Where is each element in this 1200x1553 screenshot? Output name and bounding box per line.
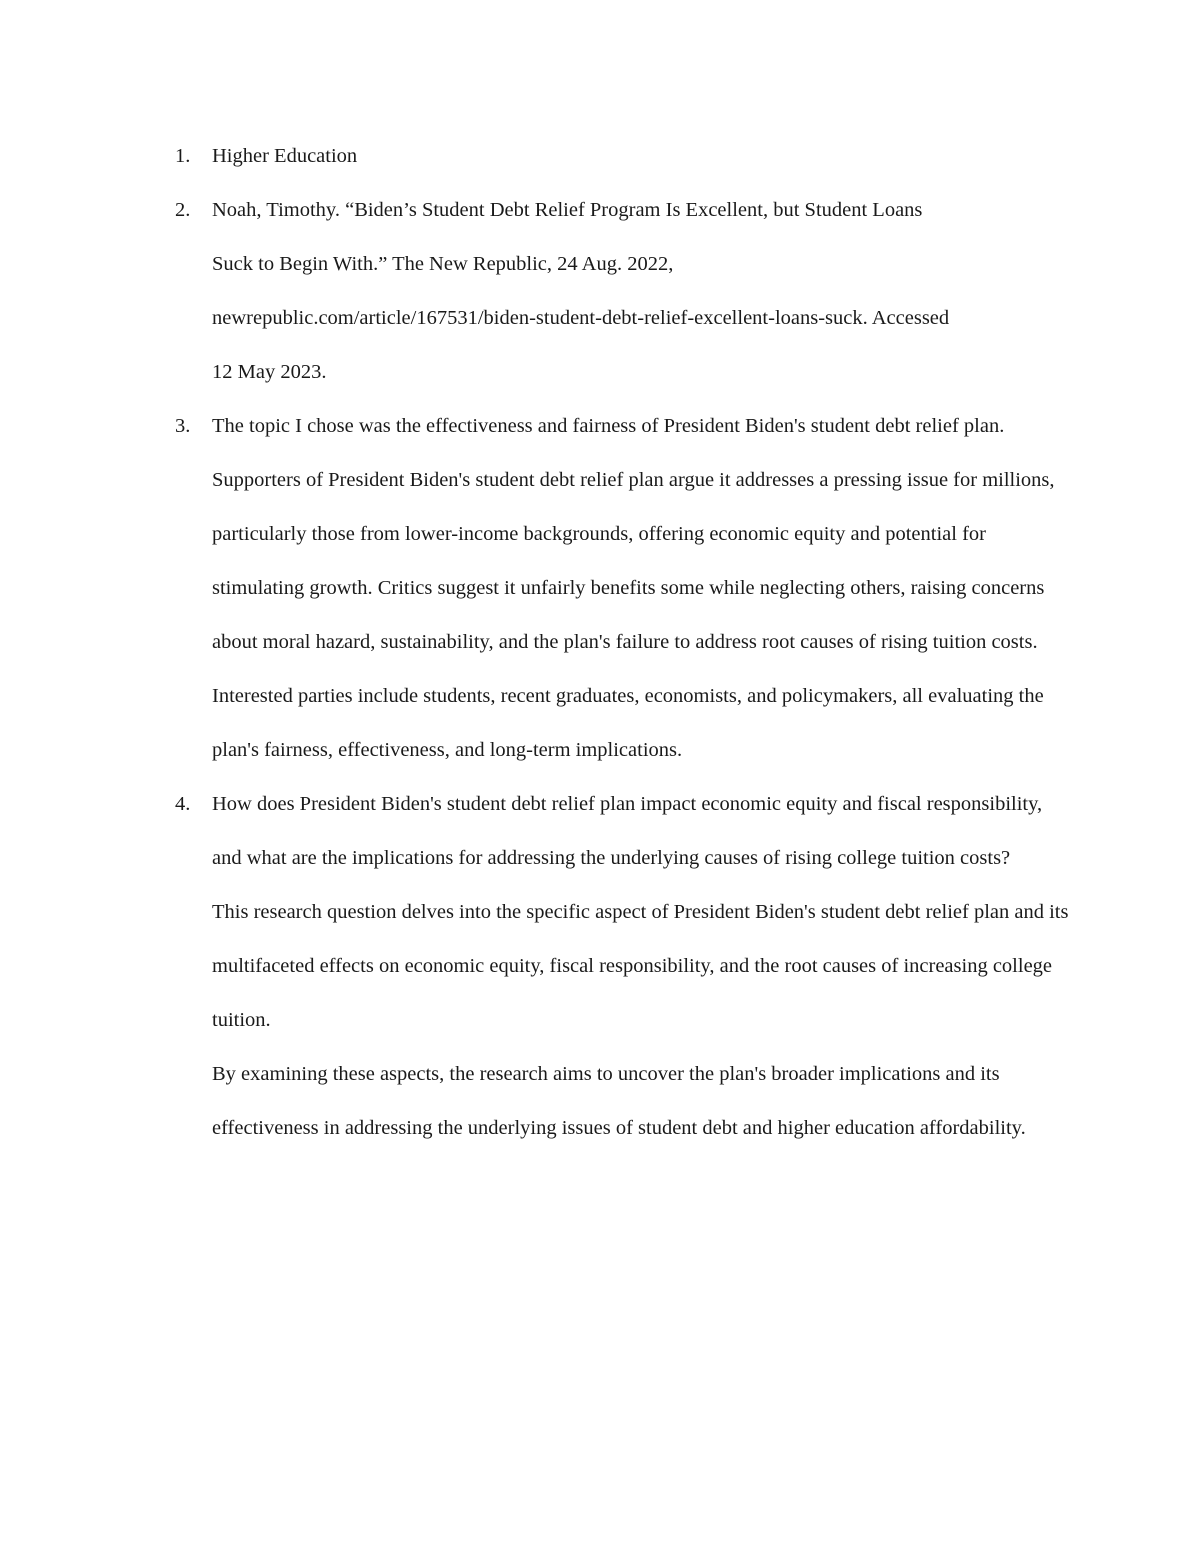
topic-summary: Supporters of President Biden's student debt relief plan argue it addresses a pressing issue for millions, particularly those from lower-income backgrounds, offering economic equity and potential for stimulating growth. Critics suggest it unfairly benefits some while neglecting others, raising concerns about moral hazard, sustainability, and the plan's failure to address root causes of rising tuition costs. Interested parties include students, recent graduates, economists, and policymakers, all evaluating the plan's fairness, effectiveness, and long-term implications. [212,469,1055,761]
research-aim: By examining these aspects, the research aims to uncover the plan's broader implications and its effectiveness in addressing the underlying issues of student debt and higher education affordability. [212,1063,1026,1139]
topic-heading: Higher Education [212,145,358,167]
citation-line: Suck to Begin With.” The New Republic, 24 Aug. 2022, [212,253,674,275]
citation [212,183,1075,399]
citation-line: 12 May 2023. [212,361,327,383]
list-item-3 [175,399,1075,777]
list-item-4 [175,777,1075,1155]
list-number: 2. [175,199,191,221]
citation-line: newrepublic.com/article/167531/biden-student-debt-relief-excellent-loans-suck. Accessed [212,307,950,329]
list-item-1 [175,129,1075,183]
research-explanation: This research question delves into the specific aspect of President Biden's student debt relief plan and its multifaceted effects on economic equity, fiscal responsibility, and the root causes of increasing college tuition. [212,901,1069,1031]
list-number: 3. [175,415,191,437]
list-number: 4. [175,793,191,815]
list-number: 1. [175,145,191,167]
citation-line: Noah, Timothy. “Biden’s Student Debt Relief Program Is Excellent, but Student Loans [212,199,923,221]
list-item-2 [175,183,1075,399]
numbered-list [175,129,1075,1155]
topic-statement: The topic I chose was the effectiveness and fairness of President Biden's student debt relief plan. [212,415,1005,437]
research-question: How does President Biden's student debt relief plan impact economic equity and fiscal responsibility, and what are the implications for addressing the underlying causes of rising college tuition costs? [212,793,1043,869]
